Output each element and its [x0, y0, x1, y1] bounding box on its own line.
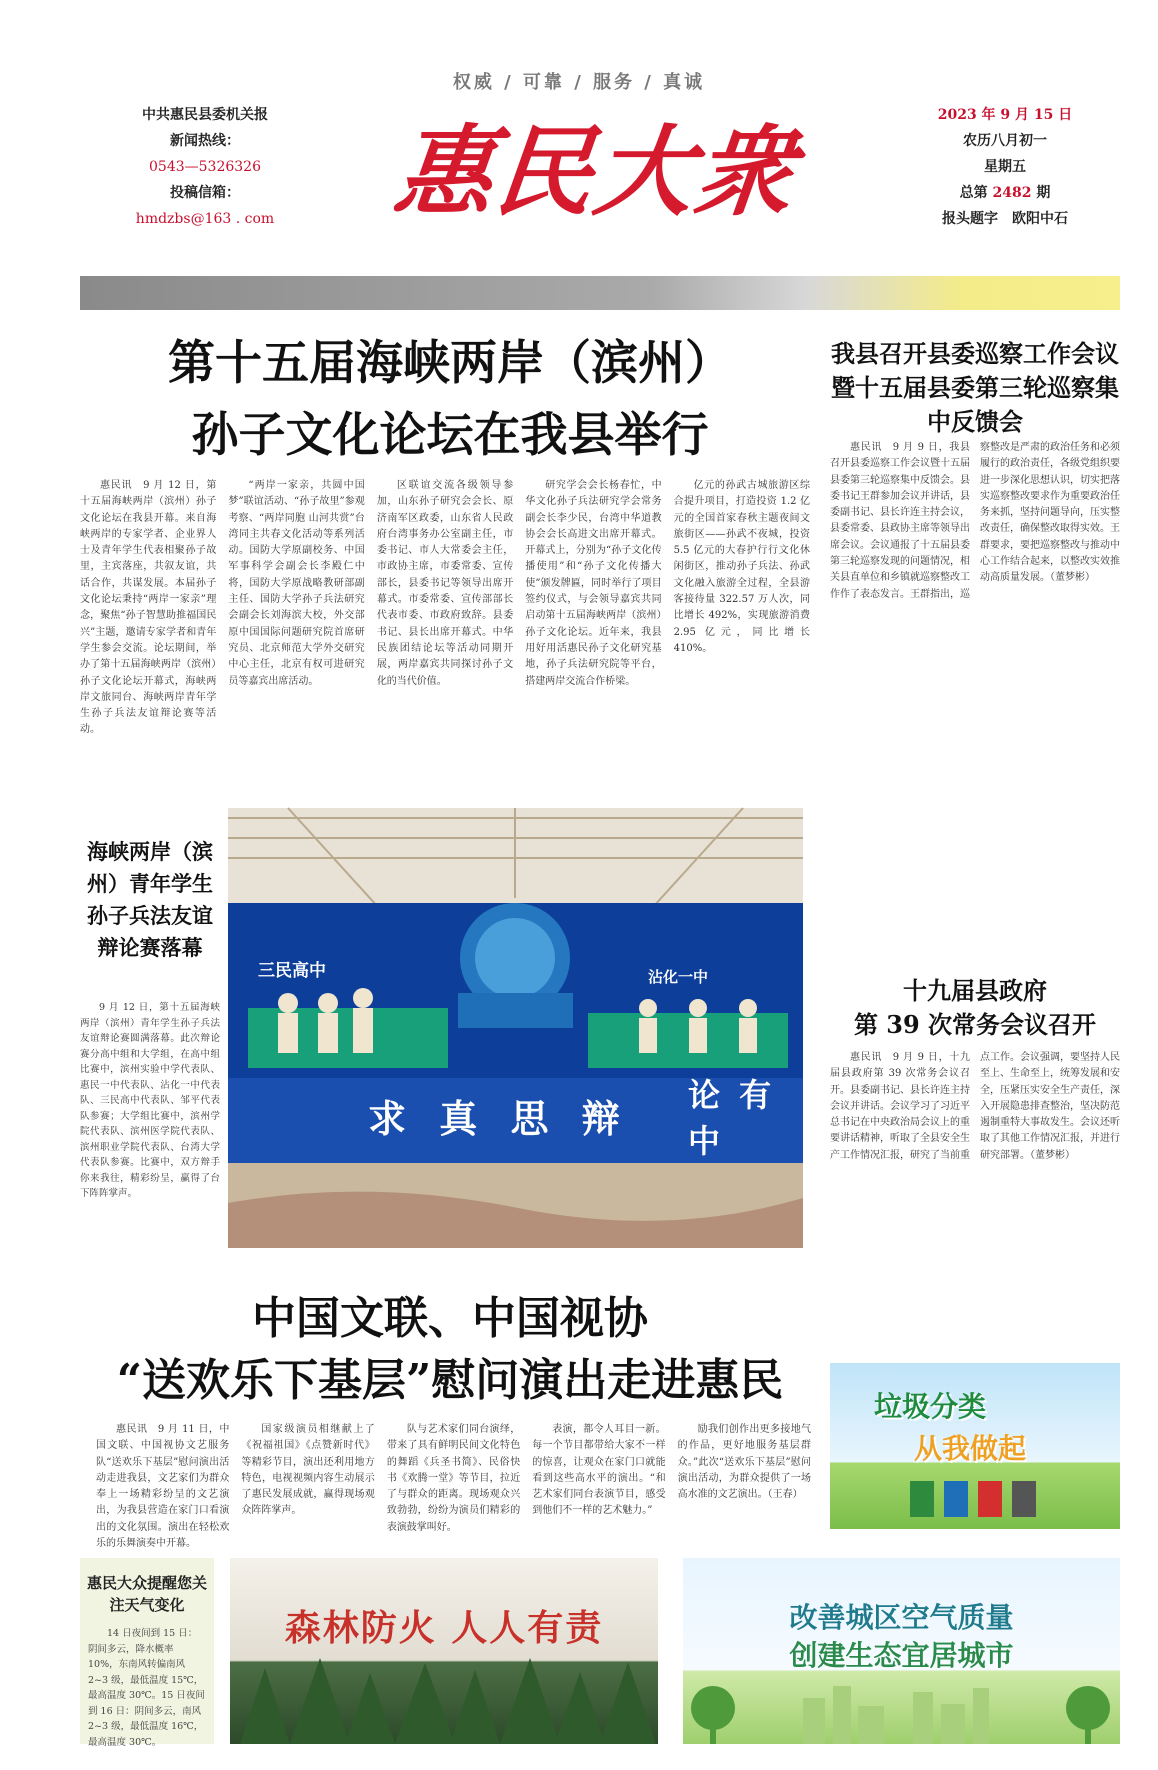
forest-fire-ad[interactable]: [230, 1558, 658, 1744]
standing-body: 惠民讯 9 月 9 日，十九届县政府第 39 次常务会议召开。县委副书记、县长许连主持会议并讲话。会议学习了习近平总书记在中央政治局会议上的重要讲话精神，听取了全县安全生产工作情况汇报，研究了当前重点工作。会议强调，要坚持人民至上、生命至上，统筹发展和安全，压紧压实安全生产责任，深入开展隐患排查整治，坚决防范遏制重特大事故发生。会议还听取了其他工作情况汇报，并进行研究部署。（董梦彬）: [830, 1052, 1120, 1161]
culture-col-3: 队与艺术家们同台演绎，带来了具有鲜明民间文化特色的舞蹈《兵圣书简》、民俗快书《欢腾一堂》等节目，拉近了与群众的距离。现场观众兴致勃勃，纷纷为演员们精彩的表演鼓掌叫好。: [386, 1424, 521, 1533]
air-quality-ad[interactable]: [683, 1558, 1120, 1744]
stage-banner: 求 真 思 辩: [368, 1097, 630, 1141]
weather-title: 惠民大众提醒您关注天气变化: [86, 1574, 207, 1614]
lead-col-1: 惠民讯 9 月 12 日，第十五届海峡两岸（滨州）孙子文化论坛在我县开幕。来自海峡两岸的专家学者、企业界人士及青年学生代表相聚孙子故里，主宾落座，共叙友谊，共话合作，共谋发展。本届孙子文化论坛秉持“两岸一家亲”理念，聚焦“孙子智慧助推福国民兴”主题，邀请专家学者和青年学生参会交流。论坛期间，举办了第十五届海峡两岸（滨州）孙子文化论坛开幕式，海峡两岸文旅同台、海峡两岸青年学生孙子兵法友谊辩论赛等活动。: [80, 480, 217, 736]
culture-article-body: [96, 1422, 812, 1550]
culture-col-4: 表演，都令人耳目一新。每一个节目都带给大家不一样的惊喜，让观众在家门口就能看到这些高水平的演出。“和艺术家们同台表演节目，感受到他们不一样的艺术魅力。”: [532, 1424, 666, 1517]
issue-number-line: [905, 180, 1105, 206]
org-name: 中共惠民县委机关报: [142, 107, 268, 123]
lead-headline-line1[interactable]: 第十五届海峡两岸（滨州）: [168, 336, 732, 391]
motto: 权威 / 可靠 / 服务 / 真诚: [452, 72, 706, 93]
team-right-label: 沾化一中: [648, 968, 709, 986]
photo-caption-headline[interactable]: 海峡两岸（滨州）青年学生孙子兵法友谊辩论赛落幕: [87, 839, 213, 960]
photo-caption-body: 9 月 12 日，第十五届海峡两岸（滨州）青年学生孙子兵法友谊辩论赛圆满落幕。此次辩论赛分高中组和大学组，在高中组比赛中，滨州实验中学代表队、惠民一中代表队、沾化一中代表队、三民高中代表队、邹平代表队参赛；大学组比赛中，滨州学院代表队、滨州医学院代表队、滨州职业学院代表队、台湾大学代表队参赛。比赛中，双方辩手你来我往，精彩纷呈，赢得了台下阵阵掌声。: [80, 1002, 220, 1199]
standing-headline-line2[interactable]: 第 39 次常务会议召开: [853, 1010, 1097, 1039]
culture-col-1: 惠民讯 9 月 11 日，中国文联、中国视协文艺服务队“送欢乐下基层”慰问演出活动走进我县，文艺家们为群众奉上一场精彩纷呈的文艺演出，为我县营造在家门口看演出的文化氛围。演出在轻松欢乐的乐舞演奏中开幕。: [96, 1424, 230, 1550]
issue-prefix: 总第: [959, 185, 988, 201]
lunar-date: 农历八月初一: [963, 133, 1047, 149]
debate-photo: [228, 808, 803, 1248]
weekday: 星期五: [984, 159, 1026, 175]
garbage-ad-line2: 从我做起: [913, 1432, 1026, 1465]
garbage-ad-line1: 垃圾分类: [873, 1390, 986, 1423]
green-city-skyline-icon: [683, 1678, 1120, 1744]
forest-trees-icon: [230, 1658, 658, 1744]
calligraphy-credit: 报头题字 欧阳中石: [942, 211, 1068, 227]
masthead-left: [120, 102, 290, 232]
air-ad-line1: 改善城区空气质量: [789, 1601, 1014, 1634]
culture-headline-line1[interactable]: 中国文联、中国视协: [252, 1293, 648, 1344]
lead-article-body: [80, 478, 810, 768]
header-divider-bar: [80, 276, 1120, 310]
debate-photo-illustration: [228, 808, 803, 1248]
team-left-label: 三民高中: [258, 961, 326, 981]
culture-col-5: 励我们创作出更多接地气的作品，更好地服务基层群众。”此次“送欢乐下基层”慰问演出活动，为群众提供了一场高水准的文艺演出。（王春）: [677, 1424, 812, 1501]
newspaper-logo: 惠民大衆: [389, 115, 802, 230]
air-ad-line2: 创建生态宜居城市: [789, 1639, 1014, 1672]
issue-suffix: 期: [1036, 185, 1051, 201]
culture-col-2: 国家级演员相继献上了《祝福祖国》《点赞新时代》等精彩节目，演出还利用地方特色，电视视频内容生动展示了惠民发展成就，赢得现场观众阵阵掌声。: [241, 1424, 375, 1517]
email-label: 投稿信箱：: [170, 185, 240, 201]
issue-date: 2023 年 9 月 15 日: [937, 107, 1073, 123]
inspection-headline[interactable]: 我县召开县委巡察工作会议暨十五届县委第三轮巡察集中反馈会: [831, 339, 1119, 436]
culture-headline-line2[interactable]: “送欢乐下基层”慰问演出走进惠民: [116, 1355, 784, 1406]
hotline-label: 新闻热线：: [170, 133, 240, 149]
forest-fire-slogan: 森林防火 人人有责: [284, 1608, 604, 1649]
lead-col-5: 亿元的孙武古城旅游区综合提升项目，打造投资 1.2 亿元的全国首家春秋主题夜间文旅街区——孙武不夜城，投资 5.5 亿元的大春护行行文化休闲街区，推动孙子兵法、孙武文化融入旅游全过程，全县游客接待量 322.57 万人次，同比增长 492%，实现旅游消费 2.95 亿元，同比增长 410%。: [673, 480, 811, 654]
garbage-sorting-ad[interactable]: [830, 1363, 1120, 1529]
hotline-number: 0543—5326326: [149, 159, 261, 175]
issue-number: 2482: [992, 185, 1032, 201]
weather-text: 14 日夜间到 15 日：阴间多云，降水概率 10%，东南风转偏南风 2~3 级，最低温度 15℃，最高温度 30℃。15 日夜间到 16 日：阴间多云，南风 2~3 级，最低温度 16℃，最高温度 30℃。: [88, 1628, 205, 1748]
weather-box: [80, 1558, 214, 1748]
trash-bins-icon: [910, 1475, 1040, 1519]
inspection-body: 惠民讯 9 月 9 日，我县召开县委巡察工作会议暨十五届县委第三轮巡察集中反馈会。县委书记王群参加会议并讲话，县委副书记、县长许连主持会议，县委常委、县政协主席等领导出席会议。会议通报了十五届县委第三轮巡察发现的问题情况，相关县直单位和乡镇就巡察整改工作作了表态发言。王群指出，巡察整改是严肃的政治任务和必须履行的政治责任，各级党组织要进一步深化思想认识，切实把落实巡察整改要求作为重要政治任务来抓，坚持问题导向，压实整改责任，确保整改取得实效。王群要求，要把巡察整改与推动中心工作结合起来，以整改实效推动高质量发展。（董梦彬）: [830, 442, 1120, 600]
lead-col-4: 研究学会会长杨春忙，中华文化孙子兵法研究学会常务副会长李少民，台湾中华道教协会会长高进文出席开幕式。开幕式上，分别为“孙子文化传播使用”和“孙子文化传播大使”颁发牌匾，同时举行了项目签约仪式，与会领导嘉宾共同启动第十五届海峡两岸（滨州）孙子文化论坛。近年来，我县用好用活惠民孙子文化研究基地，孙子兵法研究院等平台，搭建两岸交流合作桥梁。: [525, 480, 662, 687]
standing-headline-line1[interactable]: 十九届县政府: [903, 976, 1047, 1005]
lead-headline-line2[interactable]: 孙子文化论坛在我县举行: [191, 408, 709, 463]
email-address[interactable]: hmdzbs@163 . com: [135, 211, 275, 227]
masthead-right: [905, 102, 1105, 232]
stage-banner-right: 论 有 中: [688, 1076, 776, 1160]
lead-col-3: 区联谊交流各级领导参加，山东孙子研究会会长、原济南军区政委，山东省人民政府台湾事务办公室副主任，市委书记、市人大常委会主任，市政协主席，市委常委、宣传部长，县委书记等领导出席开幕式。市委常委、宣传部部长代表市委、市政府致辞。县委书记、县长出席开幕式。中华民族团结论坛等活动同期开展，两岸嘉宾共同探讨孙子文化的当代价值。: [376, 480, 514, 687]
lead-col-2: “两岸一家亲，共圆中国梦”联谊活动、“孙子故里”参观考察、“两岸同胞 山河共赏”台湾同主共春文化活动等系列活动。国防大学原副校务、中国军事科学会副会长李殿仁中将，国防大学原战略教研部副主任、国防大学孙子兵法研究会副会长刘海滨大校，外交部原中国国际问题研究院首席研究员、北京师范大学外交研究中心主任，北京有权可进研究员等嘉宾出席活动。: [228, 480, 365, 687]
